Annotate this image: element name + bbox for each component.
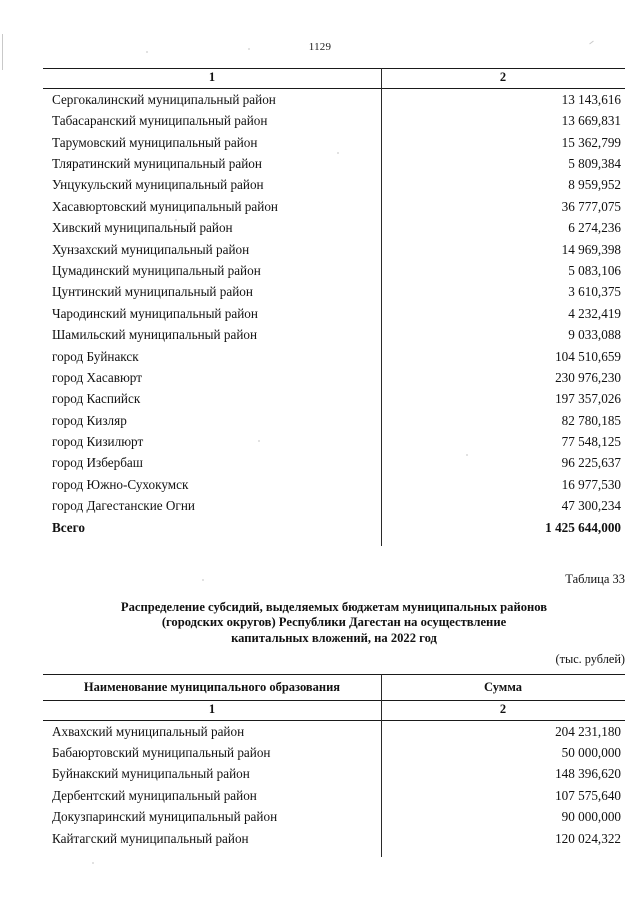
table-33-caption [43,600,625,646]
column-divider [381,674,382,857]
table-row [43,132,625,153]
table-row [43,303,625,324]
column-number-row [43,69,625,88]
table-row [43,410,625,431]
total-label: Всего [52,519,85,535]
subsidy-amount: 13 143,616 [561,91,621,107]
column-number-2: 2 [499,70,507,84]
municipality-name: Хасавюртовский муниципальный район [52,198,278,214]
table-row [43,238,625,259]
column-number-row [43,701,625,720]
table-row [43,474,625,495]
municipality-name: город Хасавюрт [52,369,142,385]
subsidy-amount: 77 548,125 [561,434,621,450]
table-continued-from-previous-page [43,68,625,538]
table-33-label: Таблица 33 [565,572,625,586]
municipality-name: город Каспийск [52,391,141,407]
subsidy-amount: 15 362,799 [561,134,621,150]
total-amount: 1 425 644,000 [545,519,621,535]
table-row [43,721,625,742]
municipality-name: город Кизляр [52,412,127,428]
table-row [43,89,625,110]
table-row [43,495,625,516]
table-row [43,281,625,302]
municipality-name: Цунтинский муниципальный район [52,284,253,300]
municipality-name: Ахвахский муниципальный район [52,723,245,739]
scan-speck [92,862,94,864]
table-total-row [43,517,625,538]
municipality-name: город Дагестанские Огни [52,498,195,514]
subsidy-amount: 9 033,088 [568,327,621,343]
subsidy-amount: 8 959,952 [568,177,621,193]
table-body [43,89,625,538]
table-row [43,217,625,238]
municipality-name: Докузпаринский муниципальный район [52,809,278,825]
municipality-name: город Буйнакск [52,348,139,364]
municipality-name: Буйнакский муниципальный район [52,766,250,782]
table-head [43,675,625,721]
column-number-2: 2 [499,701,507,716]
subsidy-amount: 16 977,530 [561,476,621,492]
municipality-name: Дербентский муниципальный район [52,787,257,803]
table-33 [43,674,625,849]
caption-line-1: Распределение субсидий, выделяемых бюджетам муниципальных районов [120,600,548,614]
units-note: (тыс. рублей) [555,652,625,666]
subsidy-amount: 50 000,000 [561,744,621,760]
municipality-name: Сергокалинский муниципальный район [52,91,276,107]
table-row [43,174,625,195]
table-row [43,367,625,388]
subsidies-table-continued [43,68,625,538]
page-number: 1129 [308,41,332,53]
municipality-name: Табасаранский муниципальный район [52,113,268,129]
municipality-name: Тляратинский муниципальный район [52,156,262,172]
municipality-name: Чародинский муниципальный район [52,305,258,321]
municipality-name: Кайтагский муниципальный район [52,830,249,846]
municipality-name: Унцукульский муниципальный район [52,177,264,193]
municipality-name: Бабаюртовский муниципальный район [52,744,271,760]
municipality-name: город Кизилюрт [52,434,144,450]
table-row [43,742,625,763]
table-row [43,110,625,131]
column-number-1: 1 [208,701,216,716]
table-row [43,785,625,806]
municipality-name: город Южно-Сухокумск [52,476,189,492]
subsidy-amount: 3 610,375 [568,284,621,300]
table-row [43,196,625,217]
municipality-name: Шамильский муниципальный район [52,327,258,343]
municipality-name: Хивский муниципальный район [52,220,233,236]
column-divider [381,68,382,546]
subsidy-amount: 148 396,620 [555,766,621,782]
subsidy-amount: 6 274,236 [568,220,621,236]
subsidy-amount: 36 777,075 [561,198,621,214]
column-header-row [43,675,625,700]
caption-line-2: (городских округов) Республики Дагестан на осуществление [161,615,507,630]
subsidy-amount: 204 231,180 [555,723,621,739]
capital-investment-subsidies-table [43,674,625,849]
subsidy-amount: 90 000,000 [561,809,621,825]
municipality-name: Тарумовский муниципальный район [52,134,258,150]
subsidy-amount: 107 575,640 [555,787,621,803]
column-header-sum: Сумма [484,680,522,694]
subsidy-amount: 5 809,384 [568,156,621,172]
subsidy-amount: 47 300,234 [561,498,621,514]
table-row [43,345,625,366]
table-row [43,324,625,345]
table-row [43,763,625,784]
subsidy-amount: 82 780,185 [561,412,621,428]
table-row [43,827,625,848]
table-row [43,153,625,174]
table-row [43,260,625,281]
table-row [43,806,625,827]
table-body [43,721,625,849]
subsidy-amount: 96 225,637 [561,455,621,471]
municipality-name: Цумадинский муниципальный район [52,262,261,278]
table-row [43,431,625,452]
subsidy-amount: 230 976,230 [555,369,621,385]
subsidy-amount: 5 083,106 [568,262,621,278]
table-head [43,69,625,89]
municipality-name: Хунзахский муниципальный район [52,241,250,257]
table-row [43,388,625,409]
subsidy-amount: 4 232,419 [568,305,621,321]
column-number-1: 1 [208,70,216,84]
column-header-name: Наименование муниципального образования [83,680,341,694]
subsidy-amount: 104 510,659 [555,348,621,364]
municipality-name: город Избербаш [52,455,143,471]
subsidy-amount: 13 669,831 [561,113,621,129]
caption-line-3: капитальных вложений, на 2022 год [231,630,437,645]
subsidy-amount: 197 357,026 [555,391,621,407]
table-row [43,452,625,473]
subsidy-amount: 14 969,398 [561,241,621,257]
subsidy-amount: 120 024,322 [555,830,621,846]
scan-speck [202,579,204,581]
